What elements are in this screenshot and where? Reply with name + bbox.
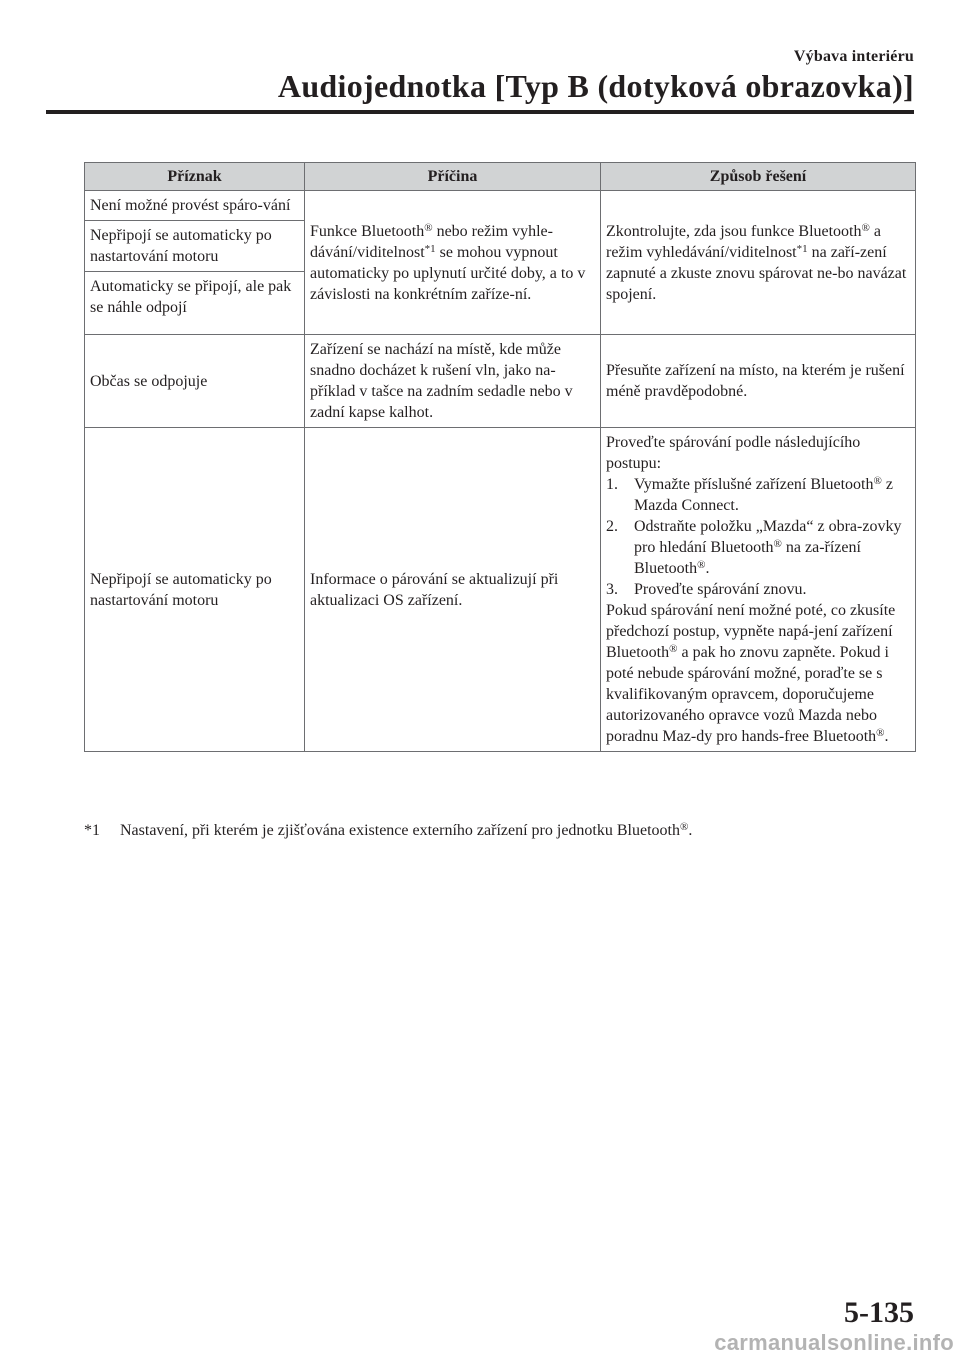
registered-mark: ®	[861, 221, 870, 234]
step-text: Proveďte spárování znovu.	[634, 581, 807, 598]
procedure-step	[606, 579, 910, 600]
cause-text: se mohou vypnout automaticky po uplynutí určité doby, a to v závislosti na konkrétním zaříze-ní.	[310, 243, 586, 303]
troubleshooting-table	[84, 162, 916, 752]
registered-mark: ®	[773, 538, 782, 550]
remedy-text: Zkontrolujte, zda jsou funkce Bluetooth	[606, 222, 862, 240]
step-text-part: Vymažte příslušné zařízení Bluetooth	[634, 476, 874, 493]
table-row	[85, 428, 916, 752]
remedy-text: na zaří-zení zapnuté a zkuste znovu spárovat ne-bo navázat spojení.	[606, 243, 907, 303]
table-row	[85, 191, 916, 221]
column-header-symptom: Příznak	[85, 163, 305, 191]
footnote-text: Nastavení, při kterém je zjišťována existence externího zařízení pro jednotku Bluetooth	[120, 822, 680, 839]
registered-mark: ®	[697, 559, 706, 571]
cause-cell	[305, 335, 601, 428]
symptom-cell	[85, 221, 305, 272]
remedy-text: Přesuňte zařízení na místo, na kterém je rušení méně pravděpodobné.	[606, 362, 905, 400]
remedy-text: a pak ho znovu zapněte. Pokud i poté nebude spárování možné, poraďte se s kvalifikovaným opravcem, doporučujeme autorizovaného opravce vozů Mazda nebo poradnu Maz-dy pro hands-free Bluetooth	[606, 644, 889, 745]
remedy-cell	[601, 428, 916, 752]
procedure-step	[606, 516, 910, 579]
cause-cell	[305, 428, 601, 752]
registered-mark: ®	[669, 643, 678, 655]
remedy-outro	[606, 600, 910, 747]
step-text-part: Odstraňte položku „Mazda“ z obra-zovky pro hledání Bluetooth	[634, 518, 902, 556]
step-number: 1.	[606, 476, 618, 493]
table-header-row	[85, 163, 916, 191]
cause-text: Informace o párování se aktualizují při aktualizaci OS zařízení.	[310, 570, 559, 609]
step-text-part: .	[705, 560, 710, 577]
footnote-text: .	[688, 822, 693, 839]
symptom-text: Nepřipojí se automaticky po nastartování motoru	[90, 227, 272, 265]
page-number: 5-135	[844, 1296, 914, 1329]
symptom-cell	[85, 428, 305, 752]
remedy-intro: Proveďte spárování podle následujícího postupu:	[606, 434, 861, 472]
page-title: Audiojednotka [Typ B (dotyková obrazovka)]	[277, 68, 914, 104]
step-text-part: na za-řízení Bluetooth	[634, 539, 861, 577]
registered-mark: ®	[876, 727, 885, 739]
watermark: carmanualsonline.info	[714, 1330, 954, 1355]
column-header-remedy: Způsob řešení	[601, 163, 916, 191]
symptom-cell	[85, 335, 305, 428]
step-text	[634, 516, 910, 579]
cause-text: Funkce Bluetooth	[310, 222, 425, 240]
symptom-cell	[85, 191, 305, 221]
section-label: Výbava interiéru	[793, 48, 914, 65]
symptom-text: Automaticky se připojí, ale pak se náhle odpojí	[90, 278, 292, 316]
symptom-text: Občas se odpojuje	[90, 372, 208, 390]
footnote-ref: *1	[424, 242, 436, 255]
column-header-cause: Příčina	[305, 163, 601, 191]
title-rule	[46, 110, 914, 114]
table-row	[85, 335, 916, 428]
registered-mark: ®	[679, 821, 689, 833]
remedy-cell	[601, 191, 916, 335]
remedy-text: .	[884, 728, 889, 745]
procedure-step	[606, 474, 910, 516]
step-text-part: z Mazda Connect.	[634, 476, 893, 514]
registered-mark: ®	[873, 475, 882, 487]
symptom-text: Nepřipojí se automaticky po nastartování motoru	[90, 570, 272, 609]
remedy-cell	[601, 335, 916, 428]
remedy-text: Pokud spárování není možné poté, co zkusíte předchozí postup, vypněte napá-jení zařízení Bluetooth	[606, 602, 896, 661]
cause-cell	[305, 191, 601, 335]
step-number: 3.	[606, 581, 618, 598]
symptom-text: Není možné provést spáro-vání	[90, 197, 291, 214]
step-number: 2.	[606, 518, 618, 535]
remedy-text: a režim vyhledávání/viditelnost	[606, 222, 881, 261]
step-text	[634, 474, 910, 516]
cause-text: Zařízení se nachází na místě, kde může snadno docházet k rušení vln, jako na-příklad v tašce na zadním sedadle nebo v zadní kapse kalhot.	[310, 341, 573, 421]
footnote	[84, 820, 924, 842]
registered-mark: ®	[424, 221, 433, 234]
symptom-cell	[85, 272, 305, 335]
cause-text: nebo režim vyhle-dávání/viditelnost	[310, 222, 553, 261]
footnote-ref: *1	[796, 242, 808, 255]
footnote-mark: *1	[84, 822, 100, 839]
